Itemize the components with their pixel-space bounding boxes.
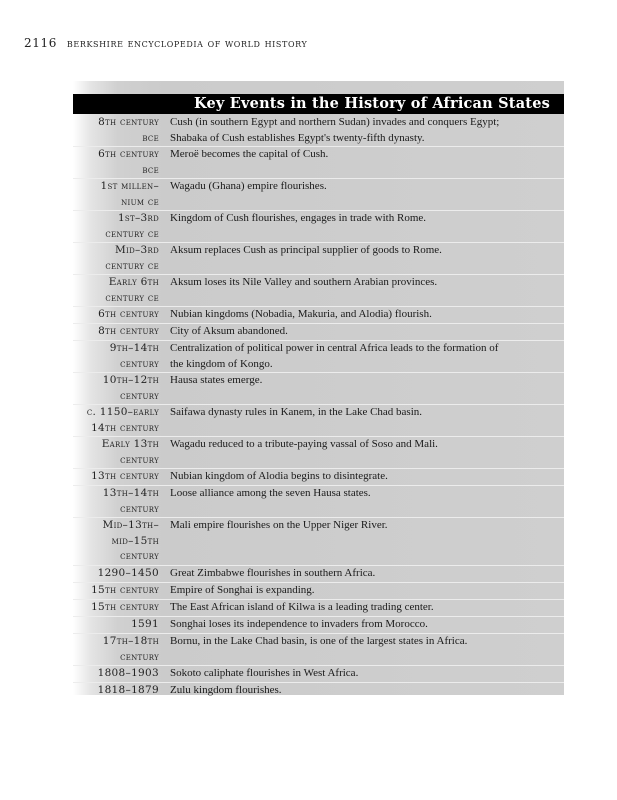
event-date: Early 6th century ce [105,276,159,304]
event-description: Nubian kingdom of Alodia begins to disintegrate. [170,470,388,482]
event-date: 1818–1879 [97,684,159,696]
event-date: 13th–14th century [102,487,159,515]
event-description: Songhai loses its independence to invaders from Morocco. [170,618,428,630]
event-description: Aksum loses its Nile Valley and southern Arabian provinces. [170,276,438,288]
event-row [73,147,564,179]
event-row [73,566,564,583]
event-date: 9th–14th century [109,342,159,370]
event-row [73,486,564,518]
event-row [73,683,564,699]
event-description: Meroë becomes the capital of Cush. [170,148,329,160]
event-description: Bornu, in the Lake Chad basin, is one of the largest states in Africa. [170,635,468,647]
event-description: Nubian kingdoms (Nobadia, Makuria, and Alodia) flourish. [170,308,432,320]
event-row [73,666,564,683]
event-row [73,373,564,405]
sidebar-title-bar [73,94,564,114]
running-head [24,36,307,50]
event-date: 6th century bce [98,148,159,176]
event-description: Sokoto caliphate flourishes in West Africa. [170,667,359,679]
event-description: Great Zimbabwe flourishes in southern Africa. [170,567,376,579]
event-date: 10th–12th century [102,374,159,402]
event-row [73,405,564,437]
event-row [73,583,564,600]
event-date: 1290–1450 [97,567,159,579]
event-description: Aksum replaces Cush as principal supplier of goods to Rome. [170,244,442,256]
event-row [73,211,564,243]
event-description: Kingdom of Cush flourishes, engages in trade with Rome. [170,212,427,224]
book-title: berkshire encyclopedia of world history [66,37,308,50]
event-row [73,634,564,666]
event-date: 8th century [98,325,159,337]
event-date: 17th–18th century [102,635,159,663]
event-date: 1591 [131,618,159,630]
event-date: 13th century [91,470,159,482]
event-description: Saifawa dynasty rules in Kanem, in the Lake Chad basin. [170,406,423,418]
event-date: 1808–1903 [97,667,159,679]
event-description: City of Aksum abandoned. [170,325,288,337]
event-row [73,600,564,617]
event-date: 15th century [91,584,159,596]
event-description: Empire of Songhai is expanding. [170,584,315,596]
event-row [73,341,564,373]
event-description: Centralization of political power in central Africa leads to the formation of the kingdom of Kongo. [170,342,499,370]
page-number: 2116 [24,36,57,50]
event-date: Mid–13th– mid–15th century [102,519,159,562]
event-row [73,179,564,211]
event-row [73,324,564,341]
event-date: Early 13th century [101,438,159,466]
event-description: Wagadu (Ghana) empire flourishes. [170,180,327,192]
event-description: Loose alliance among the seven Hausa states. [170,487,371,499]
event-date: 6th century [98,308,159,320]
event-description: Cush (in southern Egypt and northern Sudan) invades and conquers Egypt; Shabaka of Cush establishes Egypt's twenty-fifth dynasty. [170,116,500,144]
event-date: 8th century bce [98,116,159,144]
event-date: c. 1150–early 14th century [86,406,159,434]
event-row [73,307,564,324]
sidebar-title: Key Events in the History of African States [193,95,550,112]
event-description: The East African island of Kilwa is a leading trading center. [170,601,434,613]
event-date: 1st–3rd century ce [105,212,159,240]
event-date: Mid–3rd century ce [105,244,159,272]
events-table [73,115,564,699]
event-row [73,275,564,307]
event-row [73,518,564,566]
event-row [73,469,564,486]
event-description: Wagadu reduced to a tribute-paying vassal of Soso and Mali. [170,438,438,450]
event-row [73,243,564,275]
event-description: Hausa states emerge. [170,374,263,386]
key-events-sidebar [73,81,564,695]
event-date: 15th century [91,601,159,613]
event-row [73,437,564,469]
event-description: Zulu kingdom flourishes. [170,684,282,696]
event-description: Mali empire flourishes on the Upper Niger River. [170,519,388,531]
event-date: 1st millen– nium ce [100,180,159,208]
event-row [73,115,564,147]
event-row [73,617,564,634]
